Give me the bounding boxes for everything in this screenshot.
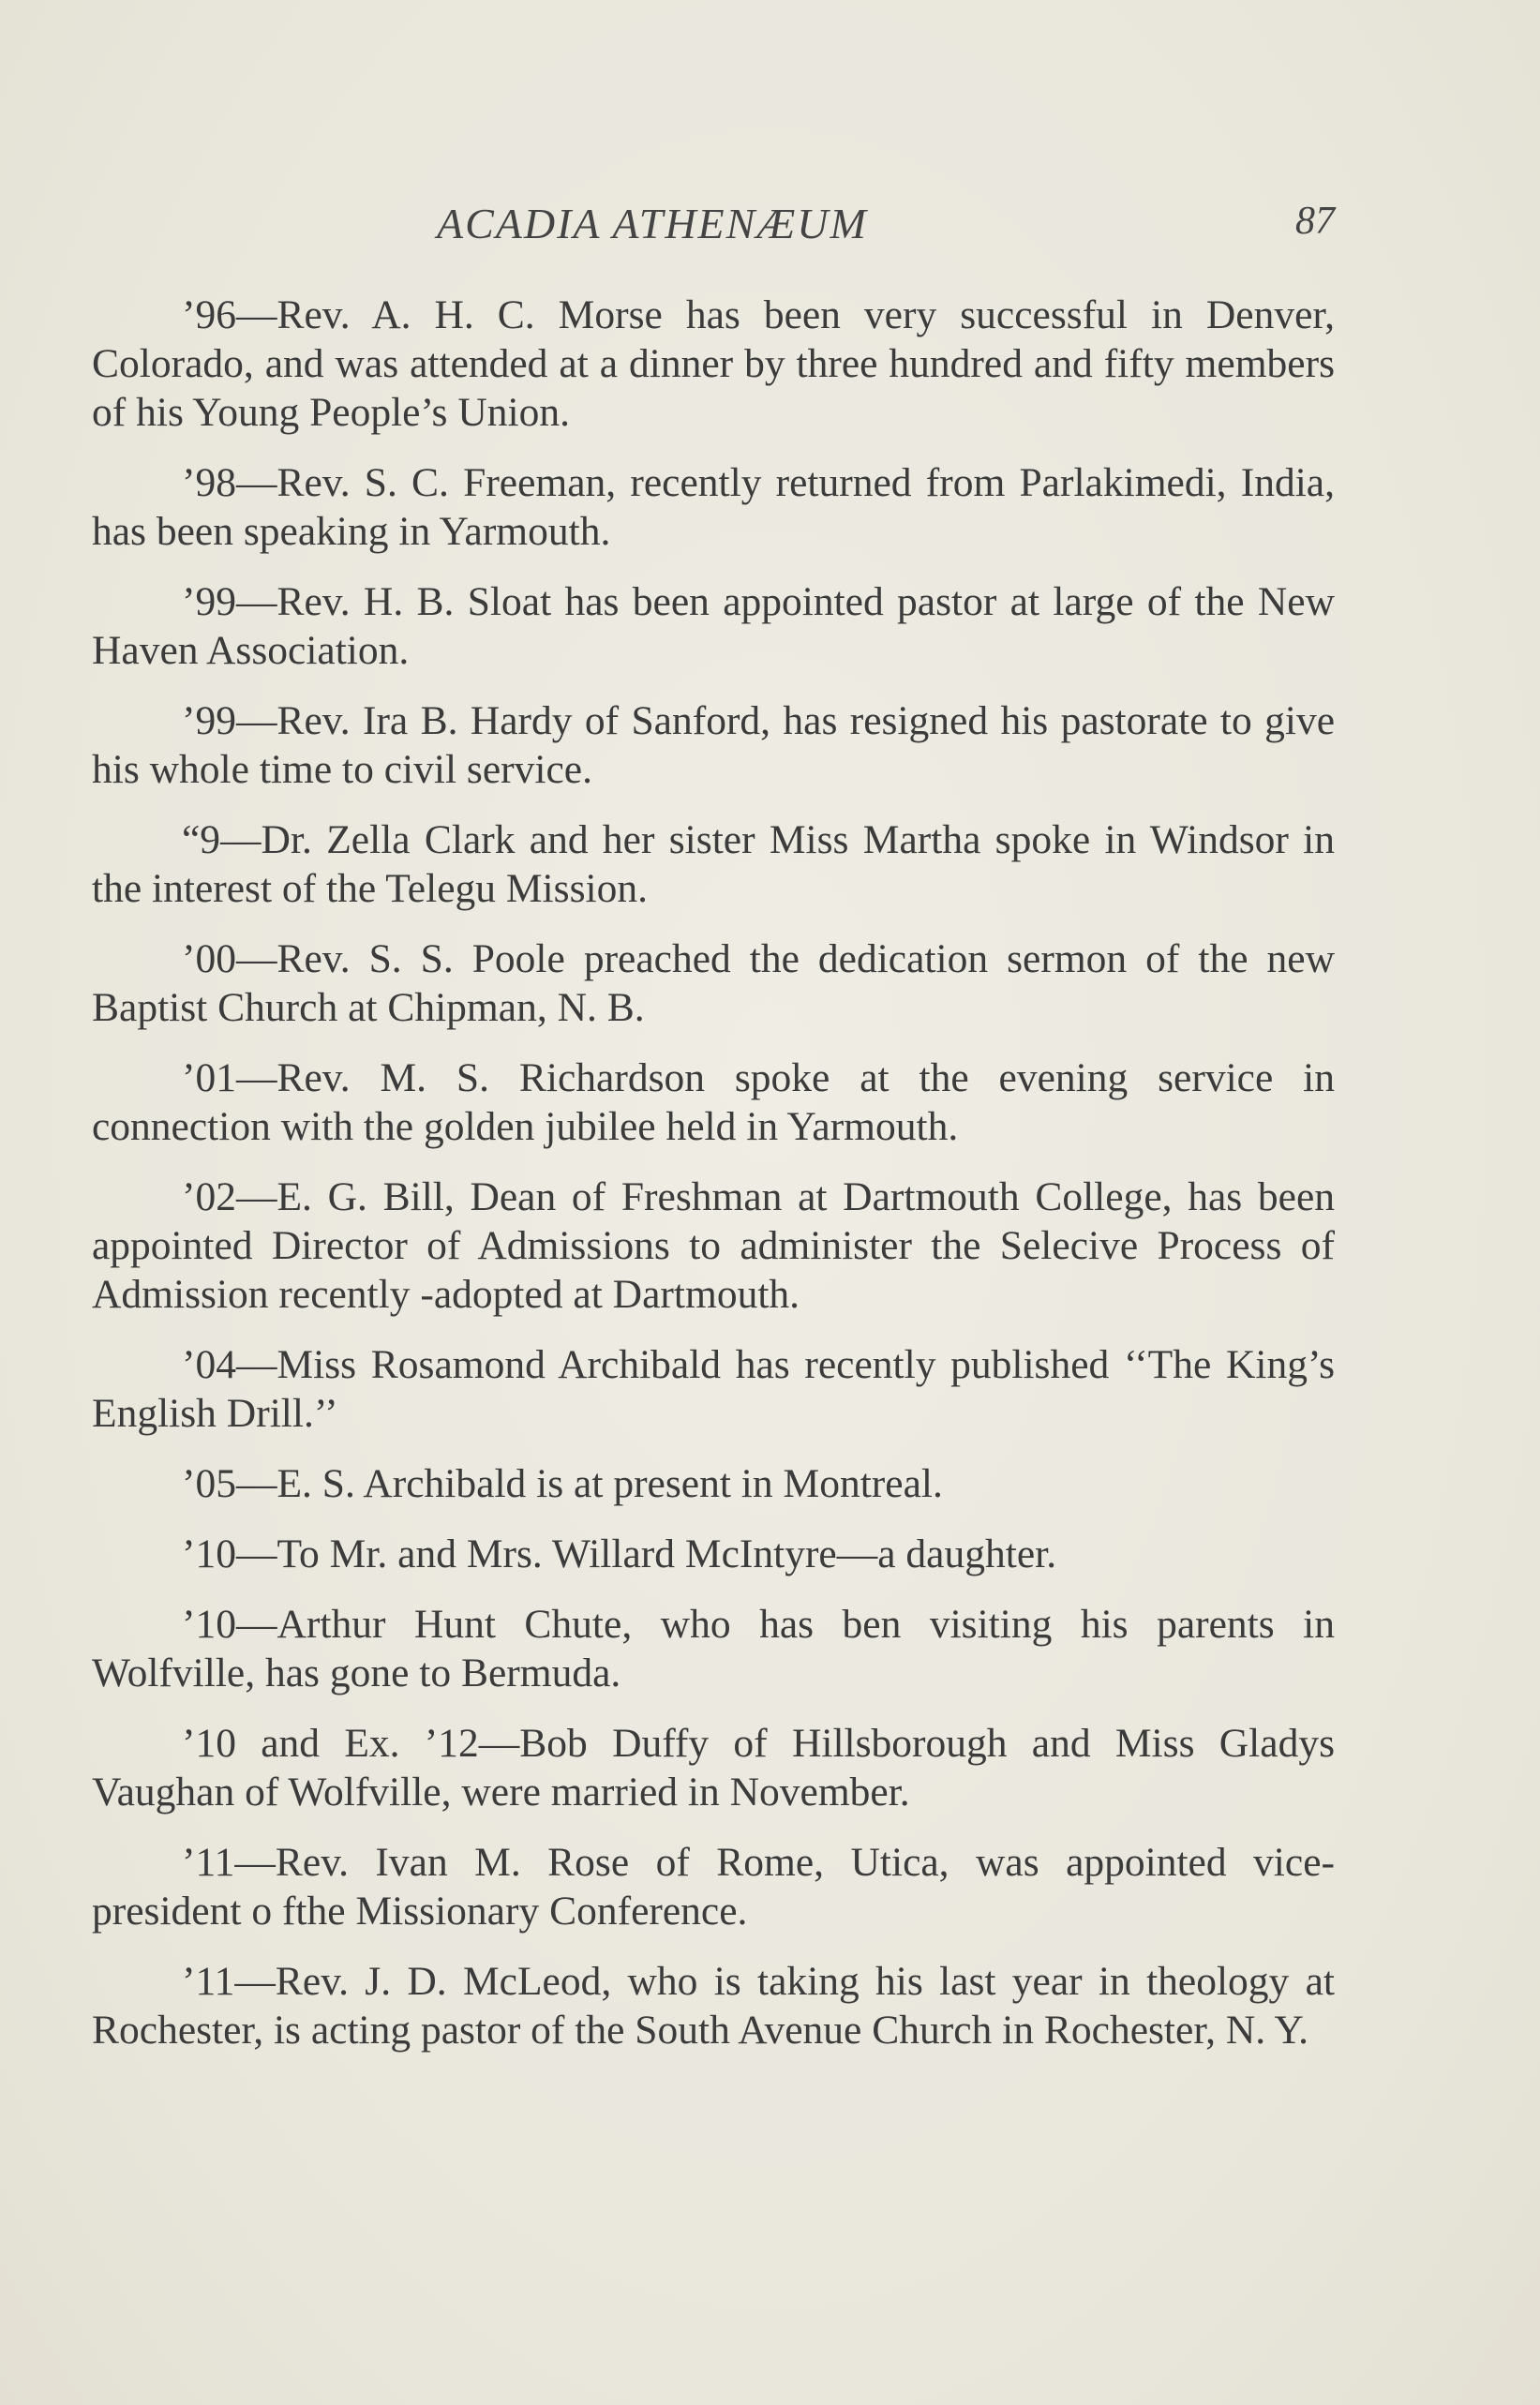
running-head [92,199,1335,255]
alumni-note: ’00—Rev. S. S. Poole preached the dedication sermon of the new Baptist Church at Chipman, N. B. [92,936,1335,1030]
alumni-notes [92,291,1335,2076]
alumni-note: ’11—Rev. Ivan M. Rose of Rome, Utica, was appointed vice-president o fthe Missionary Conference. [92,1840,1335,1934]
page-number: 87 [1295,200,1335,243]
alumni-note: ’05—E. S. Archibald is at present in Montreal. [182,1461,943,1506]
alumni-note: ’11—Rev. J. D. McLeod, who is taking his last year in theology at Rochester, is acting pastor of the South Avenue Church in Rochester, N. Y. [92,1959,1335,2053]
alumni-note: ’10—Arthur Hunt Chute, who has ben visiting his parents in Wolfville, has gone to Bermuda. [92,1602,1335,1695]
alumni-note: ’01—Rev. M. S. Richardson spoke at the evening service in connection with the golden jubilee held in Yarmouth. [92,1055,1335,1149]
alumni-note: ’02—E. G. Bill, Dean of Freshman at Dartmouth College, has been appointed Director of Admissions to administer the Selecive Process of Admission recently -adopted at Dartmouth. [92,1174,1335,1317]
alumni-note: ’99—Rev. H. B. Sloat has been appointed pastor at large of the New Haven Association. [92,579,1335,673]
alumni-note: ’10—To Mr. and Mrs. Willard McIntyre—a daughter. [182,1531,1057,1576]
alumni-note: ’96—Rev. A. H. C. Morse has been very successful in Denver, Colorado, and was attended at a dinner by three hundred and fifty members of his Young People’s Union. [92,292,1335,435]
alumni-note: “9—Dr. Zella Clark and her sister Miss Martha spoke in Windsor in the interest of the Telegu Mission. [92,817,1335,911]
alumni-note: ’99—Rev. Ira B. Hardy of Sanford, has resigned his pastorate to give his whole time to civil service. [92,698,1335,792]
alumni-note: ’04—Miss Rosamond Archibald has recently published ‘‘The King’s English Drill.’’ [92,1342,1335,1436]
running-title: ACADIA ATHENÆUM [437,200,868,247]
alumni-note: ’98—Rev. S. C. Freeman, recently returned from Parlakimedi, India, has been speaking in Yarmouth. [92,460,1335,554]
alumni-note: ’10 and Ex. ’12—Bob Duffy of Hillsborough and Miss Gladys Vaughan of Wolfville, were married in November. [92,1721,1335,1815]
